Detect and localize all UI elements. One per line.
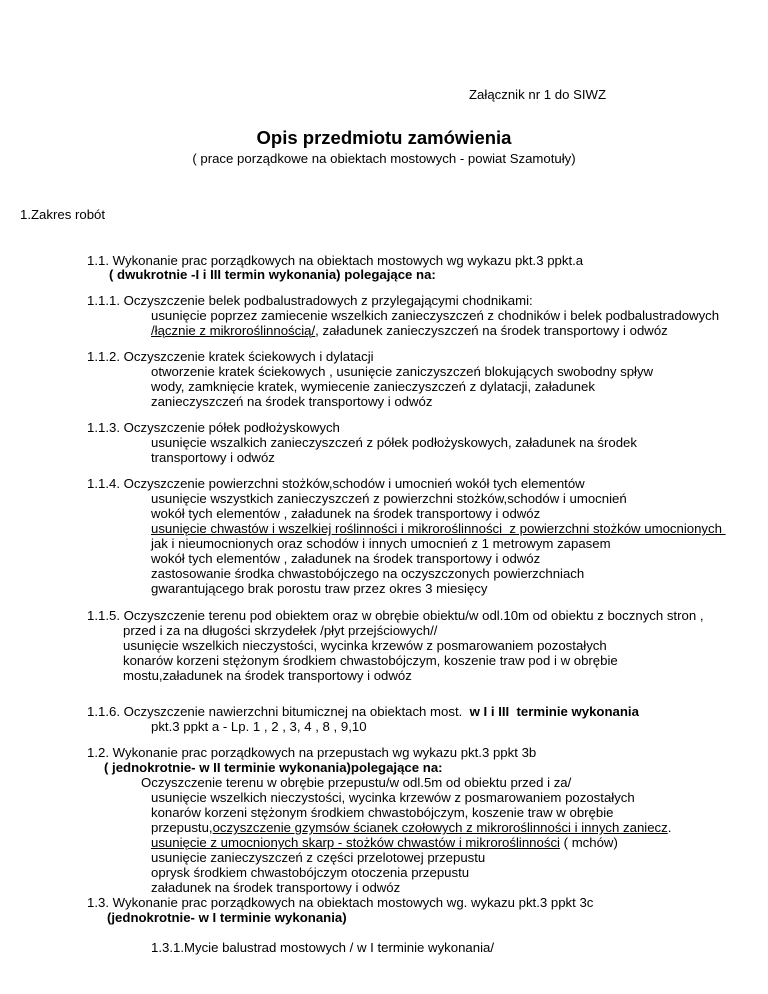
section-1-2-line: Oczyszczenie terenu w obrębie przepustu/w odl.5m od obiektu przed i za/ <box>141 775 572 790</box>
section-1-1-6-heading: 1.1.6. Oczyszczenie nawierzchni bitumicznej na obiektach most. w I i III terminie wykonania <box>87 704 639 719</box>
page-title: Opis przedmiotu zamówienia <box>256 127 512 148</box>
section-1-2-heading: 1.2. Wykonanie prac porządkowych na przepustach wg wykazu pkt.3 ppkt 3b <box>87 745 537 760</box>
section-1-1-heading: 1.1. Wykonanie prac porządkowych na obiektach mostowych wg wykazu pkt.3 ppkt.a <box>87 253 584 268</box>
section-1-1-2-line: zanieczyszczeń na środek transportowy i odwóz <box>151 394 433 409</box>
section-1-1-5-line: konarów korzeni stężonym środkiem chwastobójczym, koszenie traw pod i w obrębie <box>123 653 618 668</box>
section-1-1-2-line: otworzenie kratek ściekowych , usunięcie zaniczyszczeń blokujących swobodny spływ <box>151 364 654 379</box>
section-1-3-subheading: (jednokrotnie- w I terminie wykonania) <box>107 910 347 925</box>
section-1-1-4-line: gwarantującego brak porostu traw przez okres 3 miesięcy <box>151 581 488 596</box>
section-1-1-4-line: usunięcie wszystkich zanieczyszczeń z powierzchni stożków,schodów i umocnień <box>151 491 627 506</box>
section-1-1-1-heading: 1.1.1. Oczyszczenie belek podbalustradowych z przylegającymi chodnikami: <box>87 293 533 308</box>
section-1-1-1-line: /łącznie z mikroroślinnością/, załadunek zanieczyszczeń na środek transportowy i odwóz <box>151 323 668 338</box>
section-1-1-subheading: ( dwukrotnie -I i III termin wykonania) polegające na: <box>109 267 436 282</box>
section-1-2-line: usunięcie wszelkich nieczystości, wycinka krzewów z posmarowaniem pozostałych <box>151 790 635 805</box>
section-1-1-3-line: usunięcie wszalkich zanieczyszczeń z półek podłożyskowych, załadunek na środek <box>151 435 637 450</box>
section-1-2-subheading: ( jednokrotnie- w II terminie wykonania)polegające na: <box>104 760 443 775</box>
section-1-1-1-line: usunięcie poprzez zamiecenie wszelkich zanieczyszczeń z chodników i belek podbalustradowych <box>151 308 720 323</box>
section-1-1-2-line: wody, zamknięcie kratek, wymiecenie zanieczyszczeń z dylatacji, załadunek <box>151 379 595 394</box>
term-emphasis: w I i III terminie wykonania <box>469 704 639 719</box>
section-1-1-5-line: usunięcie wszelkich nieczystości, wycinka krzewów z posmarowaniem pozostałych <box>123 638 607 653</box>
section-1-2-line: załadunek na środek transportowy i odwóz <box>151 880 401 895</box>
section-1-1-5-line: przed i za na długości skrzydełek /płyt przejściowych// <box>123 623 438 638</box>
section-1-1-4-line: wokół tych elementów , załadunek na środek transportowy i odwóz <box>151 506 541 521</box>
section-1-1-2-heading: 1.1.2. Oczyszczenie kratek ściekowych i dylatacji <box>87 349 374 364</box>
section-1-1-4-line: wokół tych elementów , załadunek na środek transportowy i odwóz <box>151 551 541 566</box>
section-1-3-1-heading: 1.3.1.Mycie balustrad mostowych / w I terminie wykonania/ <box>151 940 495 955</box>
section-1-1-3-line: transportowy i odwóz <box>151 450 275 465</box>
annex-label: Załącznik nr 1 do SIWZ <box>469 87 607 102</box>
section-1-2-line: przepustu,oczyszczenie gzymsów ścianek czołowych z mikroroślinności i innych zaniecz. <box>151 820 672 835</box>
section-1-1-6-line: pkt.3 ppkt a - Lp. 1 , 2 , 3, 4 , 8 , 9,10 <box>151 719 367 734</box>
section-1-1-4-line: jak i nieumocnionych oraz schodów i innych umocnień z 1 metrowym zapasem <box>151 536 611 551</box>
section-1-1-4-line: zastosowanie środka chwastobójczego na oczyszczonych powierzchniach <box>151 566 585 581</box>
underlined-text: oczyszczenie gzymsów ścianek czołowych z mikroroślinności i innych zaniecz <box>212 820 668 835</box>
section-1-3-heading: 1.3. Wykonanie prac porządkowych na obiektach mostowych wg. wykazu pkt.3 ppkt 3c <box>87 895 594 910</box>
section-1-1-3-heading: 1.1.3. Oczyszczenie półek podłożyskowych <box>87 420 340 435</box>
section-1-1-5-heading: 1.1.5. Oczyszczenie terenu pod obiektem oraz w obrębie obiektu/w odl.10m od obiektu z bocznych stron , <box>87 608 704 623</box>
underlined-text: /łącznie z mikroroślinnością/ <box>151 323 316 338</box>
scope-heading: 1.Zakres robót <box>20 207 106 222</box>
section-1-2-line: usunięcie zanieczyszczeń z części przelotowej przepustu <box>151 850 486 865</box>
section-1-1-4-heading: 1.1.4. Oczyszczenie powierzchni stożków,schodów i umocnień wokół tych elementów <box>87 476 585 491</box>
underlined-text: usunięcie z umocnionych skarp - stożków chwastów i mikroroślinności <box>151 835 560 850</box>
section-1-1-5-line: mostu,załadunek na środek transportowy i odwóz <box>123 668 412 683</box>
section-1-2-line: oprysk środkiem chwastobójczym otoczenia przepustu <box>151 865 470 880</box>
section-1-2-line: konarów korzeni stężonym środkiem chwastobójczym, koszenie traw w obrębie <box>151 805 614 820</box>
section-1-1-4-line: usunięcie chwastów i wszelkiej roślinności i mikroroślinności z powierzchni stożków umocnionych <box>151 521 726 536</box>
section-1-2-line: usunięcie z umocnionych skarp - stożków chwastów i mikroroślinności ( mchów) <box>151 835 618 850</box>
page-subtitle: ( prace porządkowe na obiektach mostowych - powiat Szamotuły) <box>192 151 576 166</box>
